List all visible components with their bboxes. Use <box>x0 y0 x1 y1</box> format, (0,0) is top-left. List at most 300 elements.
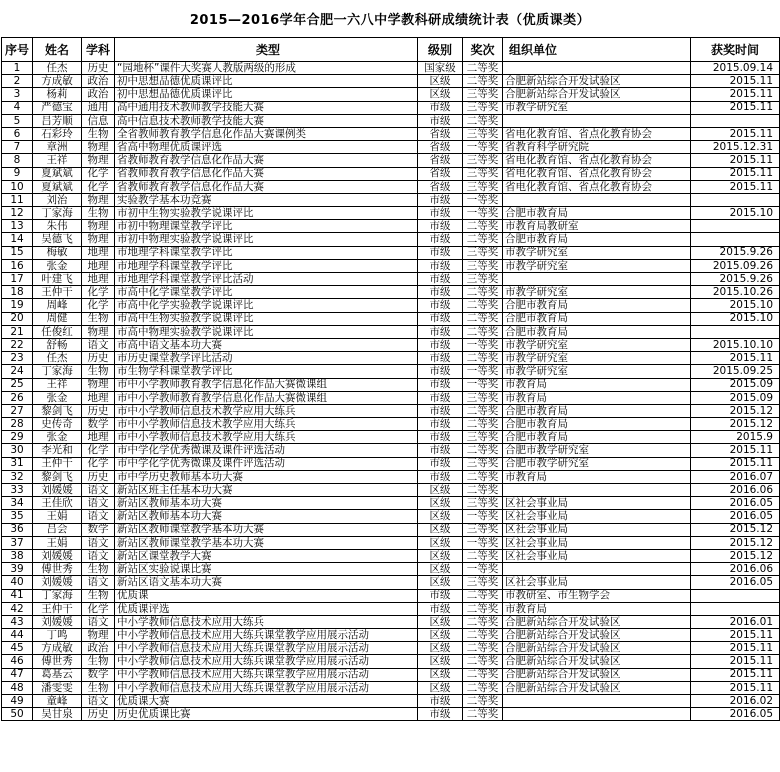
cell-level[interactable]: 市级 <box>418 365 463 378</box>
cell-level[interactable]: 区级 <box>418 536 463 549</box>
cell-level[interactable]: 区级 <box>418 629 463 642</box>
cell-award[interactable]: 三等奖 <box>463 154 503 167</box>
cell-subject[interactable]: 语文 <box>82 497 115 510</box>
cell-name[interactable]: 王娟 <box>33 536 82 549</box>
cell-subject[interactable]: 地理 <box>82 431 115 444</box>
cell-no[interactable]: 49 <box>2 695 33 708</box>
cell-award[interactable]: 二等奖 <box>463 602 503 615</box>
cell-level[interactable]: 市级 <box>418 444 463 457</box>
cell-org[interactable] <box>503 193 691 206</box>
cell-date[interactable]: 2015.09.14 <box>691 62 780 75</box>
cell-type[interactable]: 市地理学科课堂教学评比 <box>115 259 418 272</box>
cell-award[interactable]: 二等奖 <box>463 470 503 483</box>
cell-name[interactable]: 李光和 <box>33 444 82 457</box>
cell-award[interactable]: 一等奖 <box>463 510 503 523</box>
cell-award[interactable]: 二等奖 <box>463 668 503 681</box>
cell-org[interactable]: 合肥新站综合开发试验区 <box>503 642 691 655</box>
cell-type[interactable]: 全省教师教育教学信息化作品大赛课例类 <box>115 127 418 140</box>
cell-no[interactable]: 44 <box>2 629 33 642</box>
cell-award[interactable]: 一等奖 <box>463 378 503 391</box>
cell-org[interactable]: 市教学研究室 <box>503 259 691 272</box>
cell-org[interactable]: 合肥市教育局 <box>503 418 691 431</box>
cell-subject[interactable]: 物理 <box>82 629 115 642</box>
cell-award[interactable]: 三等奖 <box>463 523 503 536</box>
cell-subject[interactable]: 政治 <box>82 642 115 655</box>
cell-subject[interactable]: 地理 <box>82 246 115 259</box>
cell-award[interactable]: 二等奖 <box>463 114 503 127</box>
cell-type[interactable]: 高中信息技术教师教学技能大赛 <box>115 114 418 127</box>
cell-subject[interactable]: 化学 <box>82 602 115 615</box>
cell-type[interactable]: 中小学教师信息技术应用大练兵课堂教学应用展示活动 <box>115 642 418 655</box>
cell-level[interactable]: 市级 <box>418 457 463 470</box>
cell-level[interactable]: 市级 <box>418 391 463 404</box>
cell-level[interactable]: 市级 <box>418 259 463 272</box>
cell-date[interactable]: 2015.9.26 <box>691 273 780 286</box>
cell-no[interactable]: 15 <box>2 246 33 259</box>
cell-no[interactable]: 28 <box>2 418 33 431</box>
cell-date[interactable]: 2016.02 <box>691 695 780 708</box>
cell-org[interactable]: 合肥新站综合开发试验区 <box>503 629 691 642</box>
cell-award[interactable]: 二等奖 <box>463 642 503 655</box>
cell-level[interactable]: 区级 <box>418 510 463 523</box>
cell-name[interactable]: 夏斌斌 <box>33 167 82 180</box>
cell-subject[interactable]: 历史 <box>82 470 115 483</box>
cell-date[interactable]: 2015.10 <box>691 207 780 220</box>
cell-org[interactable]: 省电化教育馆、省点化教育协会 <box>503 180 691 193</box>
cell-subject[interactable]: 化学 <box>82 286 115 299</box>
cell-no[interactable]: 13 <box>2 220 33 233</box>
cell-org[interactable]: 合肥新站综合开发试验区 <box>503 681 691 694</box>
cell-award[interactable]: 三等奖 <box>463 259 503 272</box>
cell-subject[interactable]: 物理 <box>82 154 115 167</box>
cell-award[interactable]: 二等奖 <box>463 233 503 246</box>
cell-name[interactable]: 周峰 <box>33 299 82 312</box>
cell-no[interactable]: 27 <box>2 404 33 417</box>
cell-subject[interactable]: 化学 <box>82 180 115 193</box>
cell-date[interactable]: 2016.05 <box>691 510 780 523</box>
cell-type[interactable]: 新站区课堂教学大赛 <box>115 549 418 562</box>
cell-level[interactable]: 市级 <box>418 418 463 431</box>
cell-type[interactable]: 市初中物理实验教学说课评比 <box>115 233 418 246</box>
cell-name[interactable]: 傅世秀 <box>33 655 82 668</box>
cell-name[interactable]: 吴甘泉 <box>33 708 82 721</box>
cell-date[interactable]: 2015.09.26 <box>691 259 780 272</box>
cell-no[interactable]: 12 <box>2 207 33 220</box>
cell-date[interactable]: 2015.09.25 <box>691 365 780 378</box>
cell-org[interactable]: 市教学研究室 <box>503 286 691 299</box>
cell-level[interactable]: 区级 <box>418 642 463 655</box>
cell-subject[interactable]: 语文 <box>82 549 115 562</box>
cell-type[interactable]: 中小学教师信息技术应用大练兵课堂教学应用展示活动 <box>115 629 418 642</box>
cell-name[interactable]: 丁家海 <box>33 365 82 378</box>
cell-name[interactable]: 吴德飞 <box>33 233 82 246</box>
cell-no[interactable]: 40 <box>2 576 33 589</box>
cell-subject[interactable]: 地理 <box>82 259 115 272</box>
cell-subject[interactable]: 政治 <box>82 75 115 88</box>
cell-name[interactable]: 刘媛媛 <box>33 484 82 497</box>
cell-org[interactable]: 省电化教育馆、省点化教育协会 <box>503 127 691 140</box>
cell-level[interactable]: 市级 <box>418 352 463 365</box>
cell-date[interactable]: 2015.11 <box>691 668 780 681</box>
cell-date[interactable]: 2015.12 <box>691 418 780 431</box>
cell-no[interactable]: 48 <box>2 681 33 694</box>
cell-org[interactable]: 区社会事业局 <box>503 536 691 549</box>
cell-level[interactable]: 区级 <box>418 655 463 668</box>
cell-date[interactable] <box>691 193 780 206</box>
cell-date[interactable]: 2015.10.10 <box>691 338 780 351</box>
cell-name[interactable]: 石彩玲 <box>33 127 82 140</box>
cell-subject[interactable]: 语文 <box>82 484 115 497</box>
cell-name[interactable]: 刘媛媛 <box>33 549 82 562</box>
cell-subject[interactable]: 化学 <box>82 167 115 180</box>
cell-type[interactable]: 初中思想品德优质课评比 <box>115 88 418 101</box>
cell-type[interactable]: 省教师教育教学信息化作品大赛 <box>115 154 418 167</box>
cell-type[interactable]: 中小学教师信息技术应用大练兵课堂教学应用展示活动 <box>115 668 418 681</box>
cell-award[interactable]: 三等奖 <box>463 180 503 193</box>
cell-date[interactable] <box>691 114 780 127</box>
cell-level[interactable]: 区级 <box>418 563 463 576</box>
cell-name[interactable]: 葛基云 <box>33 668 82 681</box>
cell-type[interactable]: 省教师教育教学信息化作品大赛 <box>115 167 418 180</box>
cell-no[interactable]: 36 <box>2 523 33 536</box>
cell-subject[interactable]: 生物 <box>82 589 115 602</box>
cell-type[interactable]: 历史优质课比赛 <box>115 708 418 721</box>
cell-no[interactable]: 41 <box>2 589 33 602</box>
cell-subject[interactable]: 生物 <box>82 563 115 576</box>
cell-name[interactable]: 黎剑飞 <box>33 470 82 483</box>
cell-type[interactable]: 市中学化学优秀微课及课件评选活动 <box>115 444 418 457</box>
cell-level[interactable]: 市级 <box>418 695 463 708</box>
cell-type[interactable]: “园地杯”课件大奖赛人教版两级的形成 <box>115 62 418 75</box>
cell-type[interactable]: 实验教学基本功竞赛 <box>115 193 418 206</box>
cell-award[interactable]: 二等奖 <box>463 629 503 642</box>
cell-level[interactable]: 市级 <box>418 708 463 721</box>
cell-name[interactable]: 章洲 <box>33 141 82 154</box>
cell-no[interactable]: 17 <box>2 273 33 286</box>
cell-level[interactable]: 市级 <box>418 325 463 338</box>
cell-subject[interactable]: 通用 <box>82 101 115 114</box>
cell-level[interactable]: 市级 <box>418 220 463 233</box>
cell-name[interactable]: 刘媛媛 <box>33 576 82 589</box>
cell-no[interactable]: 33 <box>2 484 33 497</box>
cell-no[interactable]: 39 <box>2 563 33 576</box>
cell-org[interactable]: 市教育局教研室 <box>503 220 691 233</box>
cell-subject[interactable]: 生物 <box>82 365 115 378</box>
cell-name[interactable]: 方成敏 <box>33 642 82 655</box>
cell-name[interactable]: 王仲干 <box>33 602 82 615</box>
cell-org[interactable]: 区社会事业局 <box>503 497 691 510</box>
cell-date[interactable]: 2015.11 <box>691 352 780 365</box>
cell-name[interactable]: 王祥 <box>33 154 82 167</box>
cell-award[interactable]: 二等奖 <box>463 75 503 88</box>
cell-name[interactable]: 王娟 <box>33 510 82 523</box>
cell-award[interactable]: 三等奖 <box>463 576 503 589</box>
cell-type[interactable]: 市高中物理实验教学说课评比 <box>115 325 418 338</box>
cell-org[interactable]: 市教育局 <box>503 602 691 615</box>
cell-award[interactable]: 二等奖 <box>463 695 503 708</box>
cell-name[interactable]: 梅敏 <box>33 246 82 259</box>
cell-name[interactable]: 任俊红 <box>33 325 82 338</box>
cell-date[interactable]: 2015.11 <box>691 681 780 694</box>
cell-award[interactable]: 三等奖 <box>463 273 503 286</box>
cell-no[interactable]: 50 <box>2 708 33 721</box>
cell-type[interactable]: 优质课大赛 <box>115 695 418 708</box>
cell-name[interactable]: 刘治 <box>33 193 82 206</box>
cell-level[interactable]: 区级 <box>418 484 463 497</box>
cell-subject[interactable]: 历史 <box>82 352 115 365</box>
cell-award[interactable]: 二等奖 <box>463 615 503 628</box>
cell-award[interactable]: 二等奖 <box>463 325 503 338</box>
cell-name[interactable]: 任杰 <box>33 352 82 365</box>
cell-no[interactable]: 16 <box>2 259 33 272</box>
cell-level[interactable]: 市级 <box>418 378 463 391</box>
cell-no[interactable]: 14 <box>2 233 33 246</box>
cell-no[interactable]: 46 <box>2 655 33 668</box>
cell-level[interactable]: 市级 <box>418 193 463 206</box>
cell-date[interactable]: 2015.11 <box>691 127 780 140</box>
cell-org[interactable] <box>503 273 691 286</box>
cell-org[interactable]: 合肥新站综合开发试验区 <box>503 75 691 88</box>
cell-award[interactable]: 二等奖 <box>463 352 503 365</box>
cell-date[interactable]: 2015.09 <box>691 391 780 404</box>
cell-name[interactable]: 任杰 <box>33 62 82 75</box>
cell-no[interactable]: 7 <box>2 141 33 154</box>
cell-name[interactable]: 潘雯雯 <box>33 681 82 694</box>
cell-level[interactable]: 区级 <box>418 75 463 88</box>
cell-subject[interactable]: 化学 <box>82 299 115 312</box>
cell-name[interactable]: 王祥 <box>33 378 82 391</box>
cell-org[interactable] <box>503 563 691 576</box>
cell-type[interactable]: 市地理学科课堂教学评比活动 <box>115 273 418 286</box>
cell-award[interactable]: 二等奖 <box>463 404 503 417</box>
cell-award[interactable]: 一等奖 <box>463 193 503 206</box>
cell-type[interactable]: 新站区实验说课比赛 <box>115 563 418 576</box>
cell-level[interactable]: 市级 <box>418 312 463 325</box>
cell-subject[interactable]: 物理 <box>82 193 115 206</box>
cell-no[interactable]: 47 <box>2 668 33 681</box>
cell-org[interactable]: 省教育科学研究院 <box>503 141 691 154</box>
cell-award[interactable]: 二等奖 <box>463 62 503 75</box>
cell-type[interactable]: 市初中生物实验教学说课评比 <box>115 207 418 220</box>
cell-date[interactable]: 2015.12 <box>691 523 780 536</box>
cell-no[interactable]: 45 <box>2 642 33 655</box>
cell-name[interactable]: 王仲干 <box>33 286 82 299</box>
cell-subject[interactable]: 生物 <box>82 312 115 325</box>
cell-date[interactable] <box>691 233 780 246</box>
cell-org[interactable]: 合肥新站综合开发试验区 <box>503 88 691 101</box>
cell-level[interactable]: 市级 <box>418 404 463 417</box>
cell-name[interactable]: 吕会 <box>33 523 82 536</box>
cell-type[interactable]: 市地理学科课堂教学评比 <box>115 246 418 259</box>
cell-subject[interactable]: 语文 <box>82 695 115 708</box>
cell-no[interactable]: 37 <box>2 536 33 549</box>
cell-date[interactable]: 2015.9 <box>691 431 780 444</box>
cell-subject[interactable]: 生物 <box>82 207 115 220</box>
cell-org[interactable]: 市教学研究室 <box>503 365 691 378</box>
cell-subject[interactable]: 地理 <box>82 391 115 404</box>
cell-subject[interactable]: 语文 <box>82 338 115 351</box>
cell-no[interactable]: 18 <box>2 286 33 299</box>
cell-no[interactable]: 4 <box>2 101 33 114</box>
cell-award[interactable]: 三等奖 <box>463 497 503 510</box>
cell-type[interactable]: 市生物学科课堂教学评比 <box>115 365 418 378</box>
cell-award[interactable]: 三等奖 <box>463 391 503 404</box>
cell-level[interactable]: 市级 <box>418 602 463 615</box>
cell-org[interactable]: 市教育局 <box>503 378 691 391</box>
cell-date[interactable]: 2015.11 <box>691 154 780 167</box>
cell-subject[interactable]: 数学 <box>82 668 115 681</box>
cell-name[interactable]: 吕芳顺 <box>33 114 82 127</box>
cell-date[interactable]: 2016.07 <box>691 470 780 483</box>
cell-name[interactable]: 童峰 <box>33 695 82 708</box>
cell-org[interactable]: 合肥市教育局 <box>503 431 691 444</box>
cell-no[interactable]: 3 <box>2 88 33 101</box>
cell-no[interactable]: 38 <box>2 549 33 562</box>
cell-no[interactable]: 35 <box>2 510 33 523</box>
cell-type[interactable]: 新站区语文基本功大赛 <box>115 576 418 589</box>
cell-award[interactable]: 二等奖 <box>463 299 503 312</box>
cell-name[interactable]: 傅世秀 <box>33 563 82 576</box>
cell-org[interactable]: 省电化教育馆、省点化教育协会 <box>503 154 691 167</box>
cell-no[interactable]: 43 <box>2 615 33 628</box>
cell-name[interactable]: 朱伟 <box>33 220 82 233</box>
cell-org[interactable] <box>503 695 691 708</box>
cell-type[interactable]: 高中通用技术教师教学技能大赛 <box>115 101 418 114</box>
cell-org[interactable]: 市教学研究室 <box>503 101 691 114</box>
cell-date[interactable]: 2016.05 <box>691 497 780 510</box>
cell-org[interactable]: 省电化教育馆、省点化教育协会 <box>503 167 691 180</box>
cell-name[interactable]: 史传奇 <box>33 418 82 431</box>
cell-type[interactable]: 初中思想品德优质课评比 <box>115 75 418 88</box>
cell-level[interactable]: 市级 <box>418 299 463 312</box>
cell-date[interactable]: 2015.11 <box>691 180 780 193</box>
cell-name[interactable]: 张金 <box>33 259 82 272</box>
cell-type[interactable]: 市初中物理课堂教学评比 <box>115 220 418 233</box>
cell-subject[interactable]: 信息 <box>82 114 115 127</box>
cell-subject[interactable]: 生物 <box>82 681 115 694</box>
cell-org[interactable]: 市教育局 <box>503 470 691 483</box>
cell-level[interactable]: 市级 <box>418 207 463 220</box>
cell-name[interactable]: 叶建飞 <box>33 273 82 286</box>
cell-type[interactable]: 中小学教师信息技术应用大练兵 <box>115 615 418 628</box>
cell-org[interactable] <box>503 62 691 75</box>
cell-subject[interactable]: 物理 <box>82 141 115 154</box>
cell-no[interactable]: 42 <box>2 602 33 615</box>
cell-date[interactable]: 2015.11 <box>691 88 780 101</box>
cell-name[interactable]: 黎剑飞 <box>33 404 82 417</box>
cell-date[interactable]: 2016.01 <box>691 615 780 628</box>
cell-org[interactable]: 合肥市教育局 <box>503 207 691 220</box>
cell-type[interactable]: 市中学历史教师基本功大赛 <box>115 470 418 483</box>
cell-subject[interactable]: 化学 <box>82 444 115 457</box>
cell-type[interactable]: 中小学教师信息技术应用大练兵课堂教学应用展示活动 <box>115 681 418 694</box>
cell-type[interactable]: 新站区教师基本功大赛 <box>115 497 418 510</box>
cell-award[interactable]: 一等奖 <box>463 365 503 378</box>
cell-award[interactable]: 三等奖 <box>463 101 503 114</box>
cell-subject[interactable]: 地理 <box>82 273 115 286</box>
cell-no[interactable]: 29 <box>2 431 33 444</box>
cell-award[interactable]: 二等奖 <box>463 286 503 299</box>
cell-date[interactable]: 2015.10.26 <box>691 286 780 299</box>
cell-award[interactable]: 三等奖 <box>463 457 503 470</box>
cell-level[interactable]: 省级 <box>418 154 463 167</box>
cell-org[interactable]: 市教研室、市生物学会 <box>503 589 691 602</box>
cell-type[interactable]: 新站区教师课堂教学基本功大赛 <box>115 523 418 536</box>
cell-type[interactable]: 市高中化学实验教学说课评比 <box>115 299 418 312</box>
cell-type[interactable]: 市中小学教师教育教学信息化作品大赛微课组 <box>115 378 418 391</box>
cell-level[interactable]: 市级 <box>418 273 463 286</box>
cell-subject[interactable]: 历史 <box>82 62 115 75</box>
cell-date[interactable]: 2015.9.26 <box>691 246 780 259</box>
cell-award[interactable]: 一等奖 <box>463 536 503 549</box>
cell-level[interactable]: 市级 <box>418 114 463 127</box>
cell-no[interactable]: 20 <box>2 312 33 325</box>
cell-level[interactable]: 市级 <box>418 101 463 114</box>
cell-date[interactable]: 2016.06 <box>691 563 780 576</box>
cell-date[interactable]: 2015.10 <box>691 312 780 325</box>
cell-name[interactable]: 舒畅 <box>33 338 82 351</box>
cell-no[interactable]: 11 <box>2 193 33 206</box>
cell-award[interactable]: 三等奖 <box>463 88 503 101</box>
cell-org[interactable]: 合肥市教学研究室 <box>503 457 691 470</box>
cell-no[interactable]: 24 <box>2 365 33 378</box>
cell-org[interactable]: 区社会事业局 <box>503 523 691 536</box>
cell-type[interactable]: 市中小学教师信息技术教学应用大练兵 <box>115 431 418 444</box>
cell-subject[interactable]: 数学 <box>82 418 115 431</box>
cell-type[interactable]: 省高中物理优质课评选 <box>115 141 418 154</box>
cell-award[interactable]: 三等奖 <box>463 127 503 140</box>
cell-date[interactable]: 2015.11 <box>691 75 780 88</box>
cell-name[interactable]: 刘媛媛 <box>33 615 82 628</box>
cell-org[interactable]: 合肥市教学研究室 <box>503 444 691 457</box>
cell-subject[interactable]: 物理 <box>82 220 115 233</box>
cell-no[interactable]: 10 <box>2 180 33 193</box>
cell-level[interactable]: 市级 <box>418 431 463 444</box>
cell-level[interactable]: 市级 <box>418 286 463 299</box>
cell-level[interactable]: 区级 <box>418 497 463 510</box>
cell-org[interactable]: 区社会事业局 <box>503 549 691 562</box>
cell-award[interactable]: 一等奖 <box>463 207 503 220</box>
cell-name[interactable]: 方成敏 <box>33 75 82 88</box>
cell-award[interactable]: 二等奖 <box>463 589 503 602</box>
cell-type[interactable]: 市高中化学课堂教学评比 <box>115 286 418 299</box>
cell-name[interactable]: 周健 <box>33 312 82 325</box>
cell-type[interactable]: 优质课评选 <box>115 602 418 615</box>
cell-level[interactable]: 区级 <box>418 549 463 562</box>
cell-no[interactable]: 9 <box>2 167 33 180</box>
cell-type[interactable]: 优质课 <box>115 589 418 602</box>
cell-name[interactable]: 丁家海 <box>33 589 82 602</box>
cell-level[interactable]: 区级 <box>418 615 463 628</box>
cell-date[interactable]: 2015.11 <box>691 167 780 180</box>
cell-date[interactable] <box>691 220 780 233</box>
cell-level[interactable]: 省级 <box>418 141 463 154</box>
cell-subject[interactable]: 化学 <box>82 457 115 470</box>
cell-date[interactable]: 2015.11 <box>691 101 780 114</box>
cell-level[interactable]: 市级 <box>418 246 463 259</box>
cell-type[interactable]: 市中小学教师信息技术教学应用大练兵 <box>115 418 418 431</box>
cell-org[interactable]: 区社会事业局 <box>503 510 691 523</box>
cell-date[interactable]: 2015.12 <box>691 549 780 562</box>
cell-subject[interactable]: 历史 <box>82 404 115 417</box>
cell-type[interactable]: 市中小学教师信息技术教学应用大练兵 <box>115 404 418 417</box>
cell-subject[interactable]: 语文 <box>82 576 115 589</box>
cell-date[interactable]: 2015.11 <box>691 655 780 668</box>
cell-subject[interactable]: 物理 <box>82 233 115 246</box>
cell-name[interactable]: 夏斌斌 <box>33 180 82 193</box>
cell-org[interactable]: 区社会事业局 <box>503 576 691 589</box>
cell-name[interactable]: 王佳欣 <box>33 497 82 510</box>
